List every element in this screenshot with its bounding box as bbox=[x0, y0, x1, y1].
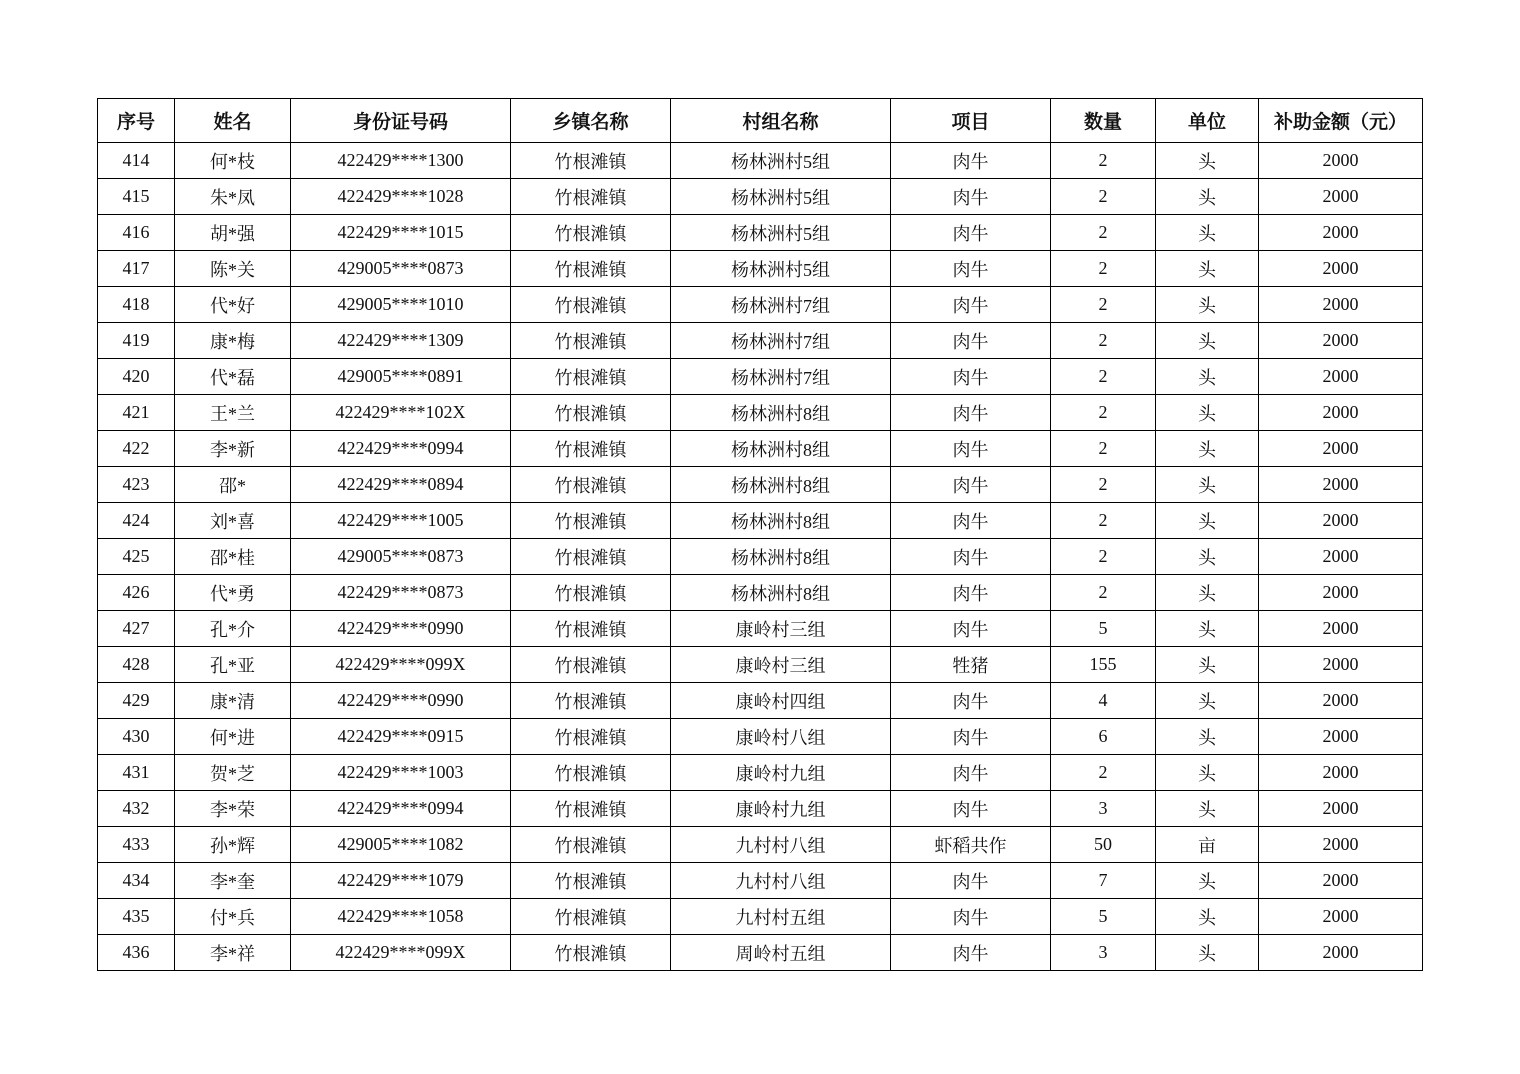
cell-village: 杨林洲村5组 bbox=[671, 179, 891, 215]
cell-no: 417 bbox=[98, 251, 175, 287]
cell-quantity: 3 bbox=[1051, 791, 1156, 827]
header-item: 项目 bbox=[891, 99, 1051, 143]
cell-unit: 头 bbox=[1156, 863, 1259, 899]
cell-id-number: 422429****1058 bbox=[291, 899, 511, 935]
cell-no: 427 bbox=[98, 611, 175, 647]
cell-quantity: 2 bbox=[1051, 359, 1156, 395]
cell-quantity: 2 bbox=[1051, 575, 1156, 611]
cell-quantity: 2 bbox=[1051, 323, 1156, 359]
cell-id-number: 422429****099X bbox=[291, 647, 511, 683]
cell-unit: 头 bbox=[1156, 503, 1259, 539]
cell-no: 420 bbox=[98, 359, 175, 395]
cell-village: 杨林洲村8组 bbox=[671, 539, 891, 575]
cell-unit: 头 bbox=[1156, 611, 1259, 647]
table-row bbox=[98, 539, 1423, 575]
table-row bbox=[98, 143, 1423, 179]
cell-name: 邵* bbox=[175, 467, 291, 503]
cell-name: 康*梅 bbox=[175, 323, 291, 359]
cell-id-number: 422429****0994 bbox=[291, 791, 511, 827]
cell-amount: 2000 bbox=[1259, 755, 1423, 791]
cell-no: 428 bbox=[98, 647, 175, 683]
table-row bbox=[98, 323, 1423, 359]
cell-no: 434 bbox=[98, 863, 175, 899]
cell-village: 九村村五组 bbox=[671, 899, 891, 935]
cell-name: 李*新 bbox=[175, 431, 291, 467]
cell-name: 代*好 bbox=[175, 287, 291, 323]
cell-no: 436 bbox=[98, 935, 175, 971]
cell-amount: 2000 bbox=[1259, 935, 1423, 971]
cell-town: 竹根滩镇 bbox=[511, 899, 671, 935]
table-row bbox=[98, 611, 1423, 647]
cell-id-number: 422429****0990 bbox=[291, 683, 511, 719]
cell-amount: 2000 bbox=[1259, 539, 1423, 575]
header-no: 序号 bbox=[98, 99, 175, 143]
cell-item: 肉牛 bbox=[891, 719, 1051, 755]
cell-name: 李*荣 bbox=[175, 791, 291, 827]
cell-town: 竹根滩镇 bbox=[511, 503, 671, 539]
cell-amount: 2000 bbox=[1259, 179, 1423, 215]
cell-quantity: 4 bbox=[1051, 683, 1156, 719]
header-village: 村组名称 bbox=[671, 99, 891, 143]
cell-town: 竹根滩镇 bbox=[511, 359, 671, 395]
cell-village: 康岭村八组 bbox=[671, 719, 891, 755]
cell-unit: 头 bbox=[1156, 755, 1259, 791]
cell-unit: 头 bbox=[1156, 791, 1259, 827]
cell-id-number: 422429****0915 bbox=[291, 719, 511, 755]
cell-village: 杨林洲村8组 bbox=[671, 503, 891, 539]
table-row bbox=[98, 575, 1423, 611]
cell-name: 李*奎 bbox=[175, 863, 291, 899]
cell-unit: 头 bbox=[1156, 251, 1259, 287]
cell-quantity: 155 bbox=[1051, 647, 1156, 683]
cell-town: 竹根滩镇 bbox=[511, 467, 671, 503]
cell-no: 426 bbox=[98, 575, 175, 611]
cell-unit: 头 bbox=[1156, 647, 1259, 683]
cell-item: 肉牛 bbox=[891, 503, 1051, 539]
cell-no: 432 bbox=[98, 791, 175, 827]
cell-item: 肉牛 bbox=[891, 791, 1051, 827]
cell-village: 康岭村三组 bbox=[671, 611, 891, 647]
cell-no: 433 bbox=[98, 827, 175, 863]
cell-quantity: 2 bbox=[1051, 179, 1156, 215]
cell-amount: 2000 bbox=[1259, 863, 1423, 899]
cell-town: 竹根滩镇 bbox=[511, 827, 671, 863]
cell-name: 胡*强 bbox=[175, 215, 291, 251]
cell-amount: 2000 bbox=[1259, 215, 1423, 251]
cell-village: 周岭村五组 bbox=[671, 935, 891, 971]
cell-town: 竹根滩镇 bbox=[511, 755, 671, 791]
cell-name: 何*枝 bbox=[175, 143, 291, 179]
cell-item: 肉牛 bbox=[891, 935, 1051, 971]
header-amount: 补助金额（元） bbox=[1259, 99, 1423, 143]
cell-id-number: 422429****1005 bbox=[291, 503, 511, 539]
cell-id-number: 422429****1003 bbox=[291, 755, 511, 791]
cell-id-number: 422429****099X bbox=[291, 935, 511, 971]
cell-amount: 2000 bbox=[1259, 251, 1423, 287]
cell-town: 竹根滩镇 bbox=[511, 863, 671, 899]
cell-amount: 2000 bbox=[1259, 467, 1423, 503]
cell-no: 424 bbox=[98, 503, 175, 539]
cell-quantity: 3 bbox=[1051, 935, 1156, 971]
cell-id-number: 422429****0894 bbox=[291, 467, 511, 503]
cell-village: 康岭村四组 bbox=[671, 683, 891, 719]
header-quantity: 数量 bbox=[1051, 99, 1156, 143]
cell-unit: 头 bbox=[1156, 431, 1259, 467]
cell-name: 何*进 bbox=[175, 719, 291, 755]
cell-quantity: 2 bbox=[1051, 431, 1156, 467]
table-row bbox=[98, 503, 1423, 539]
cell-name: 代*磊 bbox=[175, 359, 291, 395]
cell-unit: 头 bbox=[1156, 323, 1259, 359]
table-row bbox=[98, 251, 1423, 287]
cell-name: 王*兰 bbox=[175, 395, 291, 431]
cell-amount: 2000 bbox=[1259, 575, 1423, 611]
table-row bbox=[98, 287, 1423, 323]
cell-id-number: 422429****102X bbox=[291, 395, 511, 431]
cell-id-number: 422429****1015 bbox=[291, 215, 511, 251]
subsidy-table bbox=[97, 98, 1423, 971]
cell-village: 九村村八组 bbox=[671, 863, 891, 899]
cell-village: 杨林洲村8组 bbox=[671, 467, 891, 503]
table-row bbox=[98, 791, 1423, 827]
table-row bbox=[98, 827, 1423, 863]
cell-no: 414 bbox=[98, 143, 175, 179]
cell-id-number: 422429****0994 bbox=[291, 431, 511, 467]
cell-id-number: 422429****1309 bbox=[291, 323, 511, 359]
cell-quantity: 5 bbox=[1051, 899, 1156, 935]
cell-village: 杨林洲村5组 bbox=[671, 251, 891, 287]
cell-id-number: 422429****1300 bbox=[291, 143, 511, 179]
cell-village: 杨林洲村7组 bbox=[671, 323, 891, 359]
cell-unit: 头 bbox=[1156, 539, 1259, 575]
cell-id-number: 422429****1028 bbox=[291, 179, 511, 215]
cell-no: 416 bbox=[98, 215, 175, 251]
cell-unit: 头 bbox=[1156, 143, 1259, 179]
cell-quantity: 2 bbox=[1051, 467, 1156, 503]
header-unit: 单位 bbox=[1156, 99, 1259, 143]
table-row bbox=[98, 863, 1423, 899]
cell-quantity: 7 bbox=[1051, 863, 1156, 899]
cell-unit: 头 bbox=[1156, 935, 1259, 971]
cell-quantity: 2 bbox=[1051, 143, 1156, 179]
cell-name: 康*清 bbox=[175, 683, 291, 719]
cell-item: 肉牛 bbox=[891, 539, 1051, 575]
cell-amount: 2000 bbox=[1259, 611, 1423, 647]
cell-town: 竹根滩镇 bbox=[511, 179, 671, 215]
cell-item: 肉牛 bbox=[891, 287, 1051, 323]
cell-amount: 2000 bbox=[1259, 791, 1423, 827]
table-row bbox=[98, 215, 1423, 251]
cell-no: 421 bbox=[98, 395, 175, 431]
cell-no: 429 bbox=[98, 683, 175, 719]
cell-town: 竹根滩镇 bbox=[511, 323, 671, 359]
cell-name: 朱*凤 bbox=[175, 179, 291, 215]
cell-no: 422 bbox=[98, 431, 175, 467]
cell-name: 孙*辉 bbox=[175, 827, 291, 863]
cell-unit: 头 bbox=[1156, 899, 1259, 935]
cell-quantity: 2 bbox=[1051, 215, 1156, 251]
cell-item: 肉牛 bbox=[891, 755, 1051, 791]
cell-amount: 2000 bbox=[1259, 287, 1423, 323]
cell-village: 杨林洲村5组 bbox=[671, 215, 891, 251]
cell-item: 肉牛 bbox=[891, 359, 1051, 395]
table-row bbox=[98, 395, 1423, 431]
cell-name: 刘*喜 bbox=[175, 503, 291, 539]
cell-item: 肉牛 bbox=[891, 251, 1051, 287]
cell-unit: 头 bbox=[1156, 359, 1259, 395]
cell-quantity: 2 bbox=[1051, 539, 1156, 575]
cell-town: 竹根滩镇 bbox=[511, 791, 671, 827]
table-row bbox=[98, 899, 1423, 935]
cell-village: 杨林洲村8组 bbox=[671, 575, 891, 611]
cell-amount: 2000 bbox=[1259, 431, 1423, 467]
cell-town: 竹根滩镇 bbox=[511, 647, 671, 683]
table-row bbox=[98, 647, 1423, 683]
cell-item: 肉牛 bbox=[891, 863, 1051, 899]
table-row bbox=[98, 683, 1423, 719]
table-body bbox=[98, 143, 1423, 971]
cell-no: 431 bbox=[98, 755, 175, 791]
cell-amount: 2000 bbox=[1259, 719, 1423, 755]
cell-quantity: 2 bbox=[1051, 287, 1156, 323]
cell-village: 杨林洲村5组 bbox=[671, 143, 891, 179]
cell-amount: 2000 bbox=[1259, 395, 1423, 431]
table-row bbox=[98, 935, 1423, 971]
cell-item: 肉牛 bbox=[891, 431, 1051, 467]
cell-amount: 2000 bbox=[1259, 647, 1423, 683]
cell-item: 肉牛 bbox=[891, 323, 1051, 359]
cell-town: 竹根滩镇 bbox=[511, 935, 671, 971]
cell-town: 竹根滩镇 bbox=[511, 395, 671, 431]
cell-no: 418 bbox=[98, 287, 175, 323]
cell-id-number: 429005****0873 bbox=[291, 539, 511, 575]
cell-town: 竹根滩镇 bbox=[511, 215, 671, 251]
table-row bbox=[98, 467, 1423, 503]
table-row bbox=[98, 755, 1423, 791]
cell-town: 竹根滩镇 bbox=[511, 251, 671, 287]
cell-item: 肉牛 bbox=[891, 467, 1051, 503]
cell-town: 竹根滩镇 bbox=[511, 683, 671, 719]
table-row bbox=[98, 431, 1423, 467]
cell-id-number: 429005****1010 bbox=[291, 287, 511, 323]
cell-item: 肉牛 bbox=[891, 899, 1051, 935]
cell-id-number: 429005****0891 bbox=[291, 359, 511, 395]
cell-town: 竹根滩镇 bbox=[511, 611, 671, 647]
cell-amount: 2000 bbox=[1259, 503, 1423, 539]
cell-unit: 头 bbox=[1156, 395, 1259, 431]
cell-quantity: 2 bbox=[1051, 395, 1156, 431]
cell-quantity: 6 bbox=[1051, 719, 1156, 755]
cell-unit: 头 bbox=[1156, 287, 1259, 323]
cell-unit: 头 bbox=[1156, 215, 1259, 251]
cell-item: 肉牛 bbox=[891, 683, 1051, 719]
cell-unit: 亩 bbox=[1156, 827, 1259, 863]
cell-item: 牲猪 bbox=[891, 647, 1051, 683]
cell-village: 杨林洲村8组 bbox=[671, 431, 891, 467]
cell-name: 付*兵 bbox=[175, 899, 291, 935]
cell-id-number: 429005****0873 bbox=[291, 251, 511, 287]
cell-town: 竹根滩镇 bbox=[511, 575, 671, 611]
cell-item: 肉牛 bbox=[891, 575, 1051, 611]
cell-no: 435 bbox=[98, 899, 175, 935]
cell-village: 杨林洲村7组 bbox=[671, 359, 891, 395]
cell-no: 419 bbox=[98, 323, 175, 359]
cell-amount: 2000 bbox=[1259, 143, 1423, 179]
cell-item: 肉牛 bbox=[891, 179, 1051, 215]
cell-name: 李*祥 bbox=[175, 935, 291, 971]
cell-name: 陈*关 bbox=[175, 251, 291, 287]
cell-id-number: 429005****1082 bbox=[291, 827, 511, 863]
cell-town: 竹根滩镇 bbox=[511, 431, 671, 467]
cell-amount: 2000 bbox=[1259, 359, 1423, 395]
cell-name: 贺*芝 bbox=[175, 755, 291, 791]
header-row bbox=[98, 99, 1423, 143]
cell-quantity: 2 bbox=[1051, 503, 1156, 539]
cell-quantity: 2 bbox=[1051, 755, 1156, 791]
cell-name: 邵*桂 bbox=[175, 539, 291, 575]
cell-id-number: 422429****0873 bbox=[291, 575, 511, 611]
cell-quantity: 5 bbox=[1051, 611, 1156, 647]
cell-village: 杨林洲村7组 bbox=[671, 287, 891, 323]
cell-id-number: 422429****1079 bbox=[291, 863, 511, 899]
cell-name: 代*勇 bbox=[175, 575, 291, 611]
cell-town: 竹根滩镇 bbox=[511, 143, 671, 179]
cell-town: 竹根滩镇 bbox=[511, 719, 671, 755]
cell-no: 430 bbox=[98, 719, 175, 755]
cell-no: 415 bbox=[98, 179, 175, 215]
cell-amount: 2000 bbox=[1259, 683, 1423, 719]
cell-quantity: 50 bbox=[1051, 827, 1156, 863]
cell-village: 康岭村三组 bbox=[671, 647, 891, 683]
table-row bbox=[98, 719, 1423, 755]
cell-village: 康岭村九组 bbox=[671, 791, 891, 827]
header-town: 乡镇名称 bbox=[511, 99, 671, 143]
cell-village: 九村村八组 bbox=[671, 827, 891, 863]
cell-village: 杨林洲村8组 bbox=[671, 395, 891, 431]
cell-unit: 头 bbox=[1156, 467, 1259, 503]
header-name: 姓名 bbox=[175, 99, 291, 143]
cell-item: 肉牛 bbox=[891, 395, 1051, 431]
cell-unit: 头 bbox=[1156, 683, 1259, 719]
table-row bbox=[98, 359, 1423, 395]
cell-unit: 头 bbox=[1156, 719, 1259, 755]
cell-item: 虾稻共作 bbox=[891, 827, 1051, 863]
cell-name: 孔*亚 bbox=[175, 647, 291, 683]
header-id-number: 身份证号码 bbox=[291, 99, 511, 143]
cell-amount: 2000 bbox=[1259, 899, 1423, 935]
cell-quantity: 2 bbox=[1051, 251, 1156, 287]
cell-item: 肉牛 bbox=[891, 215, 1051, 251]
cell-village: 康岭村九组 bbox=[671, 755, 891, 791]
cell-amount: 2000 bbox=[1259, 827, 1423, 863]
cell-unit: 头 bbox=[1156, 575, 1259, 611]
cell-amount: 2000 bbox=[1259, 323, 1423, 359]
cell-no: 425 bbox=[98, 539, 175, 575]
cell-item: 肉牛 bbox=[891, 143, 1051, 179]
cell-item: 肉牛 bbox=[891, 611, 1051, 647]
cell-id-number: 422429****0990 bbox=[291, 611, 511, 647]
cell-no: 423 bbox=[98, 467, 175, 503]
cell-unit: 头 bbox=[1156, 179, 1259, 215]
cell-town: 竹根滩镇 bbox=[511, 287, 671, 323]
cell-town: 竹根滩镇 bbox=[511, 539, 671, 575]
cell-name: 孔*介 bbox=[175, 611, 291, 647]
table-row bbox=[98, 179, 1423, 215]
